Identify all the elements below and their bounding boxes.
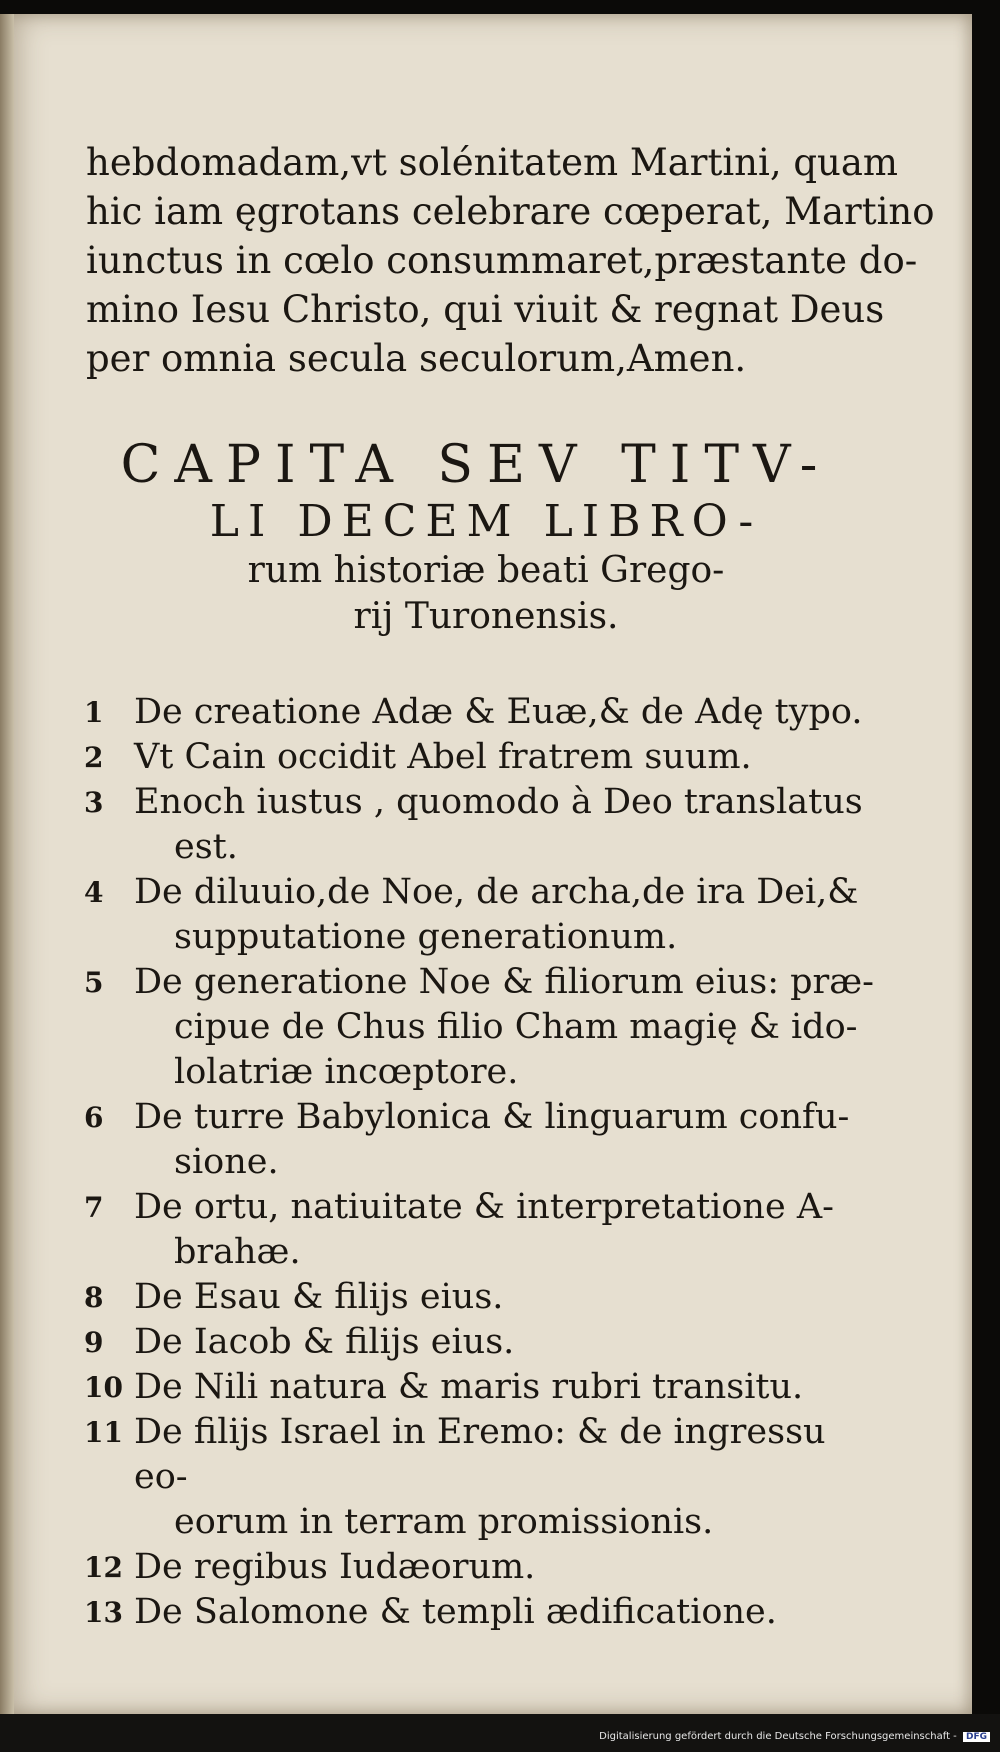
chapter-entry (84, 780, 884, 870)
chapter-title-line: supputatione generationum. (174, 917, 678, 957)
chapter-title-line: De Iacob & filijs eius. (134, 1322, 515, 1362)
chapter-entry (84, 1590, 884, 1635)
chapter-title-line: De turre Babylonica & linguarum confu- (134, 1097, 850, 1137)
chapter-number: 5 (84, 966, 104, 999)
chapter-title-line: Enoch iustus , quomodo à Deo translatus (134, 782, 863, 822)
paragraph-line: per omnia secula seculorum,Amen. (86, 337, 747, 380)
chapter-title-line: est. (174, 827, 238, 867)
section-heading (0, 434, 972, 640)
chapter-entry (84, 1275, 884, 1320)
digitization-credit (599, 1731, 990, 1742)
chapter-title-line: De Nili natura & maris rubri transitu. (134, 1367, 804, 1407)
chapter-entry (84, 870, 884, 960)
chapter-list (84, 690, 884, 1635)
dfg-logo: DFG (963, 1732, 990, 1742)
chapter-title-line: brahæ. (174, 1232, 301, 1272)
heading-line-3: rum historiæ beati Grego- (247, 550, 725, 591)
chapter-title-line: Vt Cain occidit Abel fratrem suum. (134, 737, 752, 777)
chapter-number: 2 (84, 741, 104, 774)
chapter-title-line: De diluuio,de Noe, de archa,de ira Dei,& (134, 872, 859, 912)
heading-line-1: CAPITA SEV TITV- (120, 435, 832, 495)
credit-text: Digitalisierung gefördert durch die Deutsche Forschungsgemeinschaft - (599, 1731, 957, 1742)
chapter-entry (84, 1365, 884, 1410)
chapter-entry (84, 735, 884, 780)
chapter-title-line: cipue de Chus filio Cham magię & ido- (174, 1007, 858, 1047)
chapter-number: 11 (84, 1416, 123, 1449)
chapter-number: 9 (84, 1326, 104, 1359)
chapter-entry (84, 960, 884, 1095)
chapter-entry (84, 1545, 884, 1590)
chapter-title-line: De Salomone & templi ædificatione. (134, 1592, 777, 1632)
heading-line-4: rij Turonensis. (353, 596, 619, 637)
chapter-number: 6 (84, 1101, 104, 1134)
chapter-entry (84, 1410, 884, 1545)
chapter-number: 10 (84, 1371, 123, 1404)
paragraph-line: iunctus in cœlo consummaret,præstante do- (86, 239, 918, 282)
page-edge (0, 14, 14, 1714)
chapter-title-line: De creatione Adæ & Euæ,& de Adę typo. (134, 692, 863, 732)
chapter-number: 1 (84, 696, 104, 729)
chapter-number: 12 (84, 1551, 123, 1584)
paragraph-line: mino Iesu Christo, qui viuit & regnat Deus (86, 288, 885, 331)
chapter-number: 8 (84, 1281, 104, 1314)
chapter-entry (84, 690, 884, 735)
chapter-number: 7 (84, 1191, 104, 1224)
chapter-entry (84, 1185, 884, 1275)
chapter-title-line: sione. (174, 1142, 279, 1182)
chapter-title-line: eorum in terram promissionis. (174, 1502, 714, 1542)
chapter-entry (84, 1320, 884, 1365)
chapter-entry (84, 1095, 884, 1185)
heading-line-2: LI DECEM LIBRO- (209, 496, 763, 547)
closing-paragraph (86, 138, 935, 383)
chapter-title-line: De generatione Noe & filiorum eius: præ- (134, 962, 874, 1002)
chapter-title-line: De Esau & filijs eius. (134, 1277, 504, 1317)
chapter-title-line: lolatriæ incœptore. (174, 1052, 519, 1092)
paragraph-line: hebdomadam,vt solénitatem Martini, quam (86, 141, 899, 184)
chapter-number: 3 (84, 786, 104, 819)
chapter-number: 13 (84, 1596, 123, 1629)
chapter-title-line: De regibus Iudæorum. (134, 1547, 536, 1587)
chapter-title-line: De ortu, natiuitate & interpretatione A- (134, 1187, 834, 1227)
chapter-number: 4 (84, 876, 104, 909)
chapter-title-line: De filijs Israel in Eremo: & de ingressu eo- (134, 1412, 826, 1497)
paragraph-line: hic iam ęgrotans celebrare cœperat, Martino (86, 190, 935, 233)
